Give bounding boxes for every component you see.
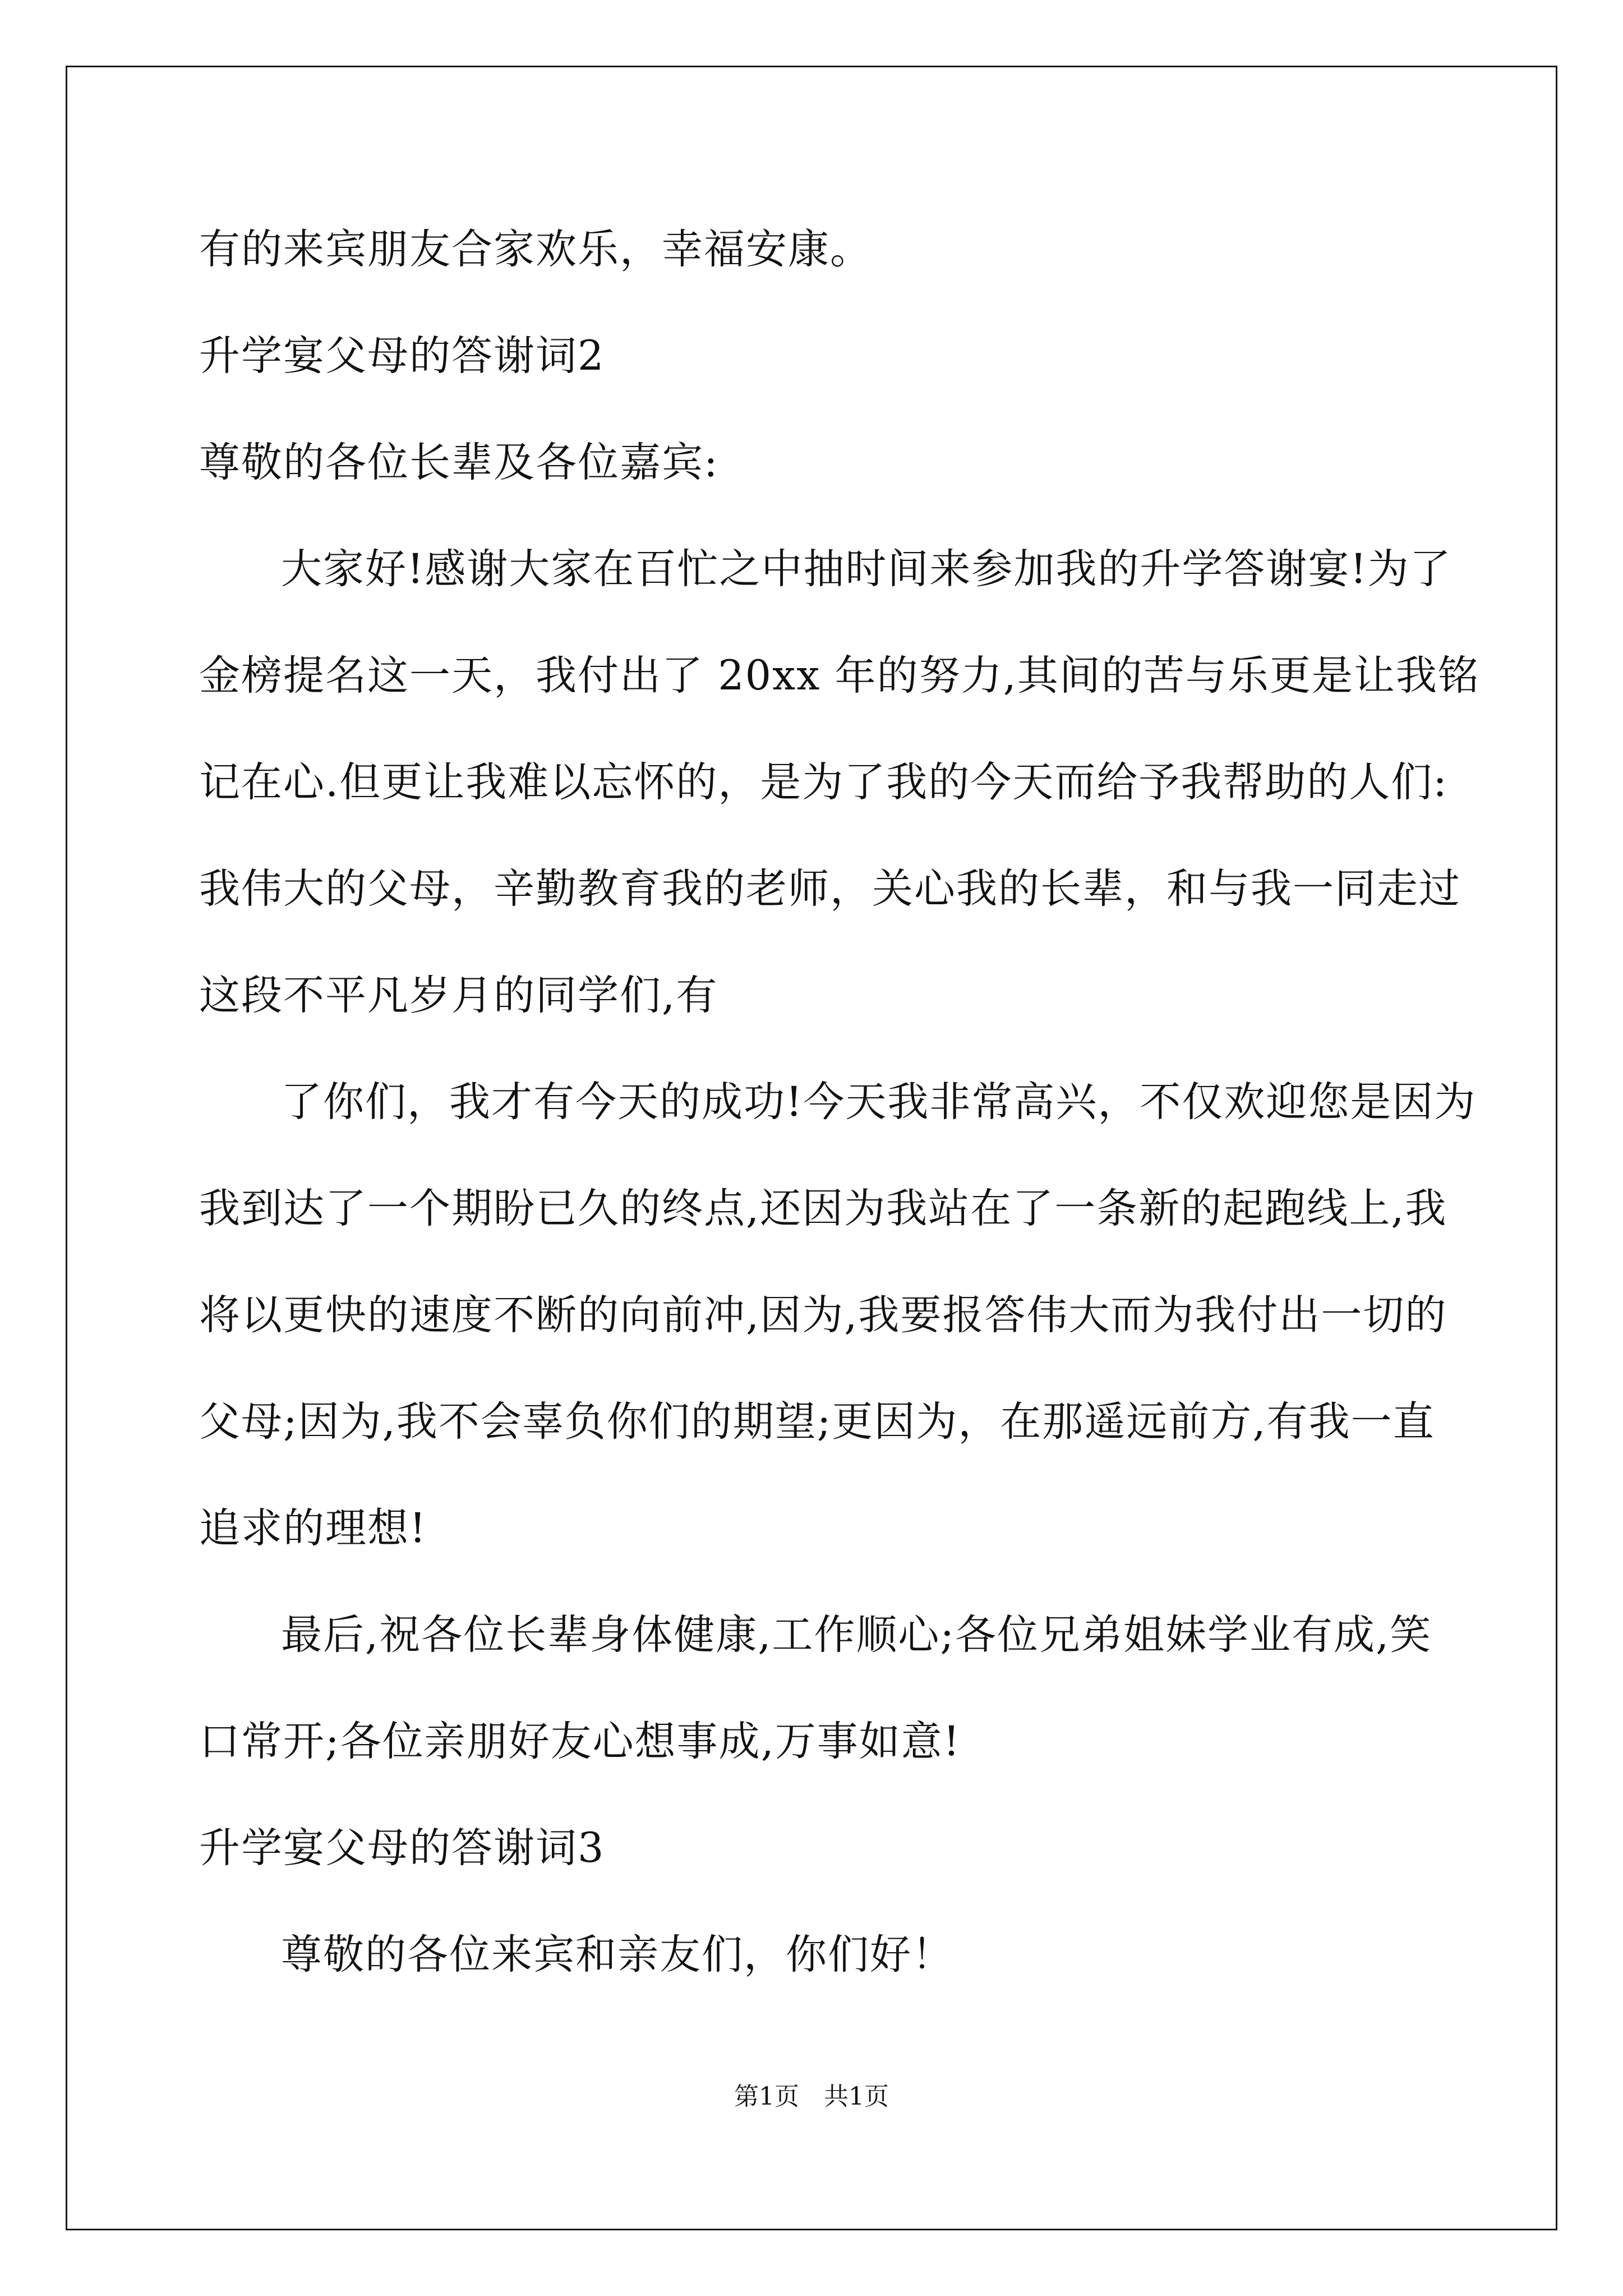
- paragraph-line: 我伟大的父母，辛勤教育我的老师，关心我的长辈，和与我一同走过: [199, 865, 1461, 913]
- paragraph-line: 了你们，我才有今天的成功!今天我非常高兴，不仅欢迎您是因为: [281, 1078, 1477, 1126]
- page-border: [66, 66, 1557, 2230]
- paragraph-line: 口常开;各位亲朋好友心想事成,万事如意!: [199, 1718, 961, 1765]
- paragraph-line: 尊敬的各位来宾和亲友们，你们好！: [281, 1931, 954, 1978]
- section-heading: 升学宴父母的答谢词3: [199, 1824, 605, 1872]
- page-number-footer: 第1页 共1页: [734, 2082, 889, 2111]
- paragraph-line: 父母;因为,我不会辜负你们的期望;更因为，在那遥远前方,有我一直: [199, 1398, 1435, 1446]
- paragraph-line: 最后,祝各位长辈身体健康,工作顺心;各位兄弟姐妹学业有成,笑: [281, 1611, 1432, 1659]
- paragraph-line: 大家好!感谢大家在百忙之中抽时间来参加我的升学答谢宴!为了: [281, 545, 1452, 593]
- paragraph-line: 我到达了一个期盼已久的终点,还因为我站在了一条新的起跑线上,我: [199, 1185, 1447, 1232]
- section-heading: 升学宴父母的答谢词2: [199, 332, 605, 380]
- paragraph-line: 记在心.但更让我难以忘怀的，是为了我的今天而给予我帮助的人们:: [199, 758, 1448, 806]
- paragraph-line: 这段不平凡岁月的同学们,有: [199, 972, 718, 1019]
- paragraph-line: 追求的理想!: [199, 1504, 427, 1552]
- paragraph-line: 金榜提名这一天，我付出了 20xx 年的努力,其间的苦与乐更是让我铭: [199, 652, 1480, 700]
- paragraph-line: 有的来宾朋友合家欢乐，幸福安康。: [199, 226, 872, 273]
- salutation: 尊敬的各位长辈及各位嘉宾:: [199, 439, 719, 486]
- paragraph-line: 将以更快的速度不断的向前冲,因为,我要报答伟大而为我付出一切的: [199, 1291, 1447, 1339]
